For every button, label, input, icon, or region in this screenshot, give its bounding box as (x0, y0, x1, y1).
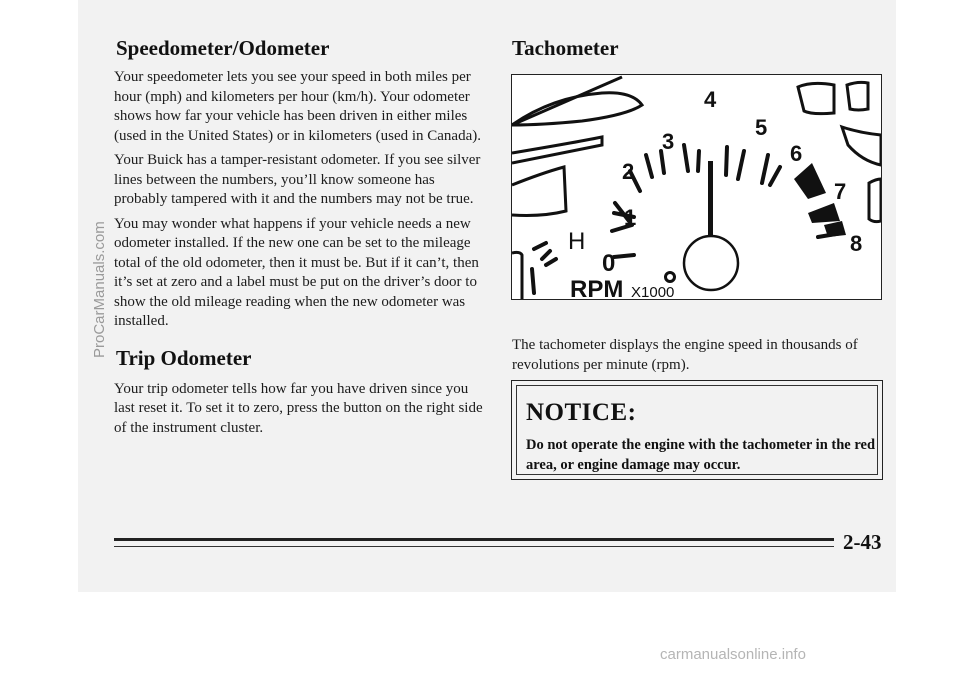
tach-number-7: 7 (834, 179, 847, 204)
odometer-replacement-paragraph: You may wonder what happens if your vehicle needs a new odometer installed. If the new one can be set to the mileage total of the old odometer, then it must be. But if it can’t, then it’s set at zero and a label must be put on the driver’s door to show the old mileage reading when the new odometer was installed. (114, 215, 479, 329)
footer-rule-thin (114, 546, 834, 547)
page-number: 2-43 (843, 530, 882, 554)
temperature-ticks (532, 243, 556, 293)
right-column (512, 36, 884, 60)
rpm-label: RPM (570, 276, 624, 299)
temperature-letter: H (568, 228, 586, 255)
left-column (114, 36, 486, 438)
tach-number-0: 0 (602, 250, 616, 277)
tach-number-2: 2 (622, 159, 635, 184)
tachometer-caption: The tachometer displays the engine speed in thousands of revolutions per minute (rpm). (512, 337, 858, 373)
indicator-dot-icon (666, 273, 675, 282)
trip-odometer-heading: Trip Odometer (116, 345, 252, 370)
speedometer-heading: Speedometer/Odometer (116, 36, 330, 60)
speedometer-paragraph: Your speedometer lets you see your speed in both miles per hour (mph) and kilometers per hour (km/h). Your odometer shows how far your vehicle has been driven in either miles (used in the United States) or in kilometers (used in Canada). (114, 69, 481, 144)
tach-number-8: 8 (850, 231, 863, 256)
tach-number-5: 5 (755, 115, 768, 140)
odometer-tamper-paragraph: Your Buick has a tamper-resistant odometer. If you see silver lines between the numbers, you’ll know someone has probably tampered with it and the numbers may not be true. (114, 152, 481, 207)
tach-number-1: 1 (624, 205, 637, 230)
tach-number-4: 4 (704, 87, 717, 112)
tach-number-3: 3 (662, 129, 675, 154)
tachometer-heading: Tachometer (512, 36, 619, 60)
tachometer-illustration (511, 74, 882, 300)
notice-box (511, 380, 883, 480)
footer-watermark-url: carmanualsonline.info (660, 646, 806, 663)
tach-number-6: 6 (790, 141, 803, 166)
notice-text: Do not operate the engine with the tachometer in the red area, or engine damage may occur. (526, 437, 876, 473)
trip-odometer-paragraph: Your trip odometer tells how far you have driven since you last reset it. To set it to zero, press the button on the right side of the instrument cluster. (114, 380, 483, 436)
side-watermark: ProCarManuals.com (91, 221, 108, 358)
footer-rule-thick (114, 538, 834, 541)
notice-title: NOTICE: (526, 399, 637, 426)
rpm-scale-label: X1000 (631, 284, 675, 299)
tachometer-needle (684, 161, 738, 290)
